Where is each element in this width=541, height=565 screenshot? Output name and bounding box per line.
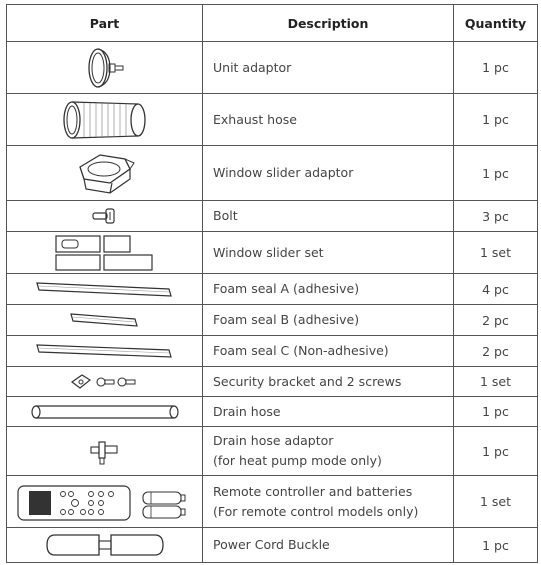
part-cell	[7, 397, 203, 427]
description-cell: Power Cord Buckle	[203, 528, 454, 563]
description-cell: Unit adaptor	[203, 42, 454, 94]
quantity-cell: 1 pc	[454, 397, 538, 427]
quantity-cell: 1 pc	[454, 42, 538, 94]
quantity-cell: 1 pc	[454, 146, 538, 201]
foam-seal-a-icon	[35, 279, 175, 299]
description-cell	[203, 427, 454, 476]
drain-hose-icon	[30, 404, 180, 420]
description-cell: Foam seal B (adhesive)	[203, 305, 454, 336]
header-part: Part	[7, 5, 203, 42]
window-slider-set-icon	[55, 234, 155, 272]
description-cell: Exhaust hose	[203, 94, 454, 146]
description-line: Remote controller and batteries	[213, 483, 413, 499]
quantity-cell: 4 pc	[454, 274, 538, 305]
table-row	[7, 336, 538, 367]
part-cell	[7, 201, 203, 232]
quantity-cell: 1 pc	[454, 94, 538, 146]
window-slider-adaptor-icon	[70, 149, 140, 197]
part-cell	[7, 476, 203, 528]
description-note: (For remote control models only)	[213, 503, 419, 519]
part-cell	[7, 367, 203, 397]
description-cell: Window slider adaptor	[203, 146, 454, 201]
part-cell	[7, 146, 203, 201]
quantity-cell: 1 set	[454, 232, 538, 274]
security-bracket-icon	[70, 372, 140, 392]
table-row	[7, 528, 538, 563]
part-cell	[7, 528, 203, 563]
table-header-row	[7, 5, 538, 42]
unit-adaptor-icon	[80, 46, 130, 90]
table-row	[7, 232, 538, 274]
foam-seal-c-icon	[35, 341, 175, 361]
description-cell: Foam seal C (Non-adhesive)	[203, 336, 454, 367]
quantity-cell: 1 set	[454, 367, 538, 397]
quantity-cell: 3 pc	[454, 201, 538, 232]
table-row	[7, 367, 538, 397]
part-cell	[7, 427, 203, 476]
part-cell	[7, 274, 203, 305]
description-line: Drain hose adaptor	[213, 433, 334, 448]
quantity-cell: 1 pc	[454, 427, 538, 476]
table-row	[7, 305, 538, 336]
description-cell: Bolt	[203, 201, 454, 232]
part-cell	[7, 232, 203, 274]
part-cell	[7, 94, 203, 146]
remote-controller-icon	[17, 480, 193, 524]
table-row	[7, 427, 538, 476]
part-cell	[7, 305, 203, 336]
quantity-cell: 1 set	[454, 476, 538, 528]
description-cell: Drain hose	[203, 397, 454, 427]
drain-hose-adaptor-icon	[90, 436, 120, 466]
part-cell	[7, 336, 203, 367]
header-description: Description	[203, 5, 454, 42]
table-row	[7, 397, 538, 427]
header-quantity: Quantity	[454, 5, 538, 42]
exhaust-hose-icon	[60, 98, 150, 142]
quantity-cell: 2 pc	[454, 305, 538, 336]
description-note: (for heat pump mode only)	[213, 453, 382, 468]
table-row	[7, 476, 538, 528]
description-cell: Foam seal A (adhesive)	[203, 274, 454, 305]
description-cell: Security bracket and 2 screws	[203, 367, 454, 397]
quantity-cell: 2 pc	[454, 336, 538, 367]
bolt-icon	[92, 207, 118, 225]
table-row	[7, 201, 538, 232]
part-cell	[7, 42, 203, 94]
table-row	[7, 274, 538, 305]
description-cell	[203, 476, 454, 528]
table-row	[7, 146, 538, 201]
power-cord-buckle-icon	[45, 531, 165, 559]
foam-seal-b-icon	[69, 310, 141, 330]
table-row	[7, 42, 538, 94]
table-row	[7, 94, 538, 146]
parts-table	[6, 4, 538, 563]
quantity-cell: 1 pc	[454, 528, 538, 563]
description-cell: Window slider set	[203, 232, 454, 274]
